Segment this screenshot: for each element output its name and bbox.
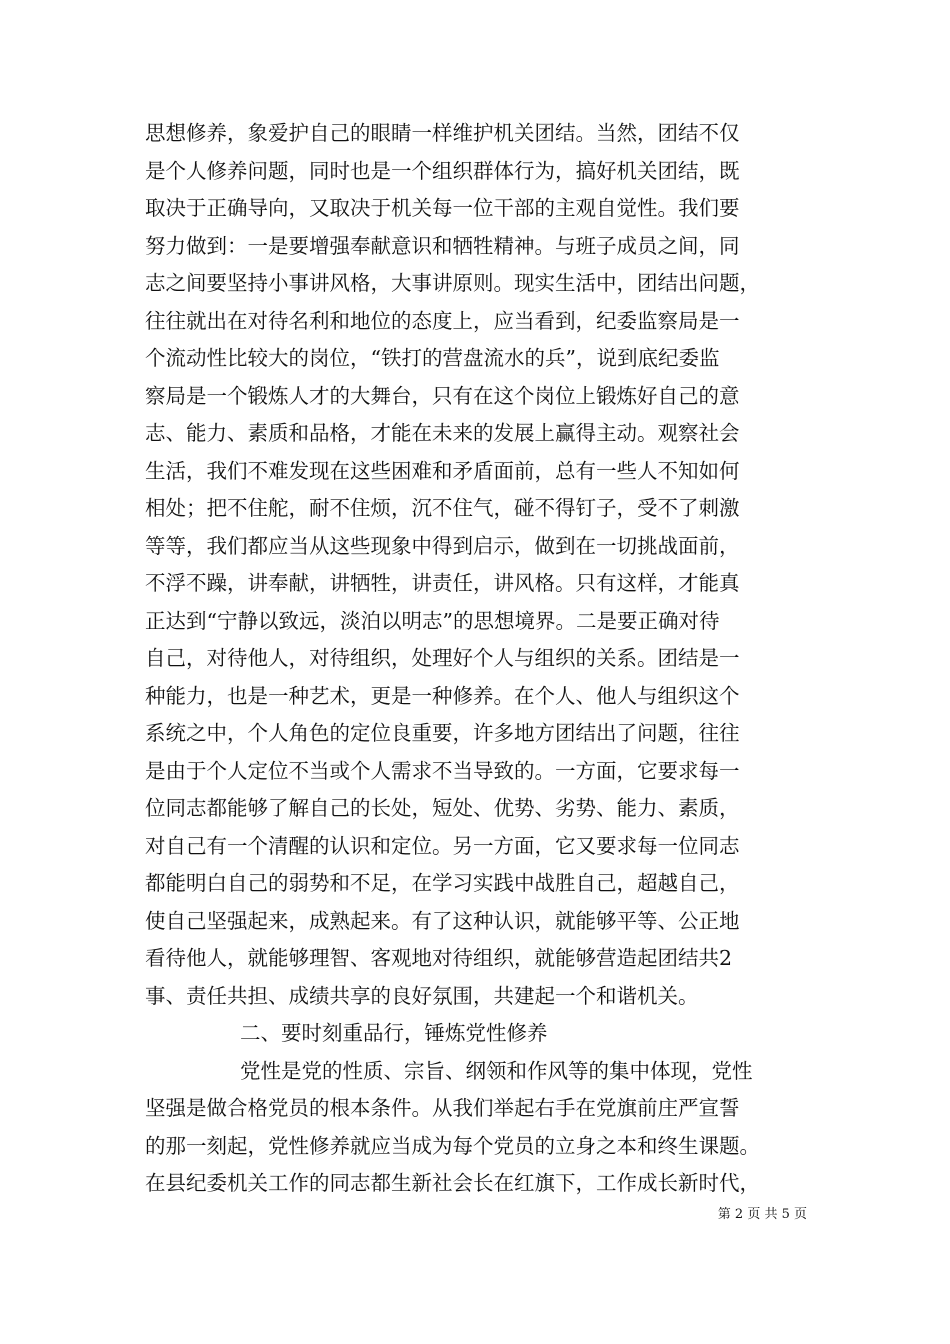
- page-indicator: 第 2 页 共 5 页: [717, 1207, 807, 1222]
- body-line: 志之间要坚持小事讲风格，大事讲原则。现实生活中，团结出问题，: [145, 271, 760, 295]
- document-body: [145, 115, 825, 1203]
- body-line: 都能明白自己的弱势和不足，在学习实践中战胜自己，超越自己，: [145, 871, 740, 895]
- body-line: 往往就出在对待名利和地位的态度上，应当看到，纪委监察局是一: [145, 308, 740, 333]
- body-line: 相处；把不住舵，耐不住烦，沉不住气，碰不得钉子，受不了刺激: [145, 496, 740, 520]
- body-line: 不浮不躁，讲奉献，讲牺牲，讲责任，讲风格。只有这样，才能真: [145, 571, 740, 595]
- section-line: 坚强是做合格党员的根本条件。从我们举起右手在党旗前庄严宣誓: [145, 1096, 740, 1120]
- body-line: 思想修养，象爱护自己的眼睛一样维护机关团结。当然，团结不仅: [145, 121, 740, 145]
- section-heading: 二、要时刻重品行，锤炼党性修养: [240, 1021, 548, 1045]
- body-line: 取决于正确导向，又取决于机关每一位干部的主观自觉性。我们要: [145, 196, 740, 220]
- body-line: 使自己坚强起来，成熟起来。有了这种认识，就能够平等、公正地: [145, 908, 740, 933]
- page-footer: [0, 1206, 950, 1224]
- body-line: 看待他人，就能够理智、客观地对待组织，就能够营造起团结共2: [145, 946, 733, 970]
- body-line: 对自己有一个清醒的认识和定位。另一方面，它又要求每一位同志: [145, 833, 740, 858]
- body-line: 事、责任共担、成绩共享的良好氛围，共建起一个和谐机关。: [145, 983, 699, 1008]
- body-line: 位同志都能够了解自己的长处，短处、优势、劣势、能力、素质，: [145, 796, 740, 820]
- body-line: 是由于个人定位不当或个人需求不当导致的。一方面，它要求每一: [145, 758, 740, 783]
- body-line: 系统之中，个人角色的定位良重要，许多地方团结出了问题，往往: [145, 721, 740, 745]
- section-paragraph-first-line: 党性是党的性质、宗旨、纲领和作风等的集中体现，党性: [240, 1058, 753, 1083]
- section-line: 的那一刻起，党性修养就应当成为每个党员的立身之本和终生课题。: [145, 1133, 760, 1158]
- body-line: 生活，我们不难发现在这些困难和矛盾面前，总有一些人不知如何: [145, 458, 740, 483]
- body-line: 正达到“宁静以致远，淡泊以明志”的思想境界。二是要正确对待: [145, 608, 720, 633]
- body-line: 志、能力、素质和品格，才能在未来的发展上赢得主动。观察社会: [145, 421, 740, 445]
- body-line: 个流动性比较大的岗位，“铁打的营盘流水的兵”，说到底纪委监: [145, 346, 720, 370]
- body-line: 察局是一个锻炼人才的大舞台，只有在这个岗位上锻炼好自己的意: [145, 383, 740, 408]
- body-line: 种能力，也是一种艺术，更是一种修养。在个人、他人与组织这个: [145, 683, 740, 708]
- body-line: 等等，我们都应当从这些现象中得到启示，做到在一切挑战面前，: [145, 533, 740, 558]
- body-line: 自己，对待他人，对待组织，处理好个人与组织的关系。团结是一: [145, 646, 740, 670]
- body-line: 努力做到：一是要增强奉献意识和牺牲精神。与班子成员之间，同: [145, 233, 740, 258]
- body-line: 是个人修养问题，同时也是一个组织群体行为，搞好机关团结，既: [145, 158, 740, 183]
- section-line: 在县纪委机关工作的同志都生新社会长在红旗下，工作成长新时代，: [145, 1171, 760, 1195]
